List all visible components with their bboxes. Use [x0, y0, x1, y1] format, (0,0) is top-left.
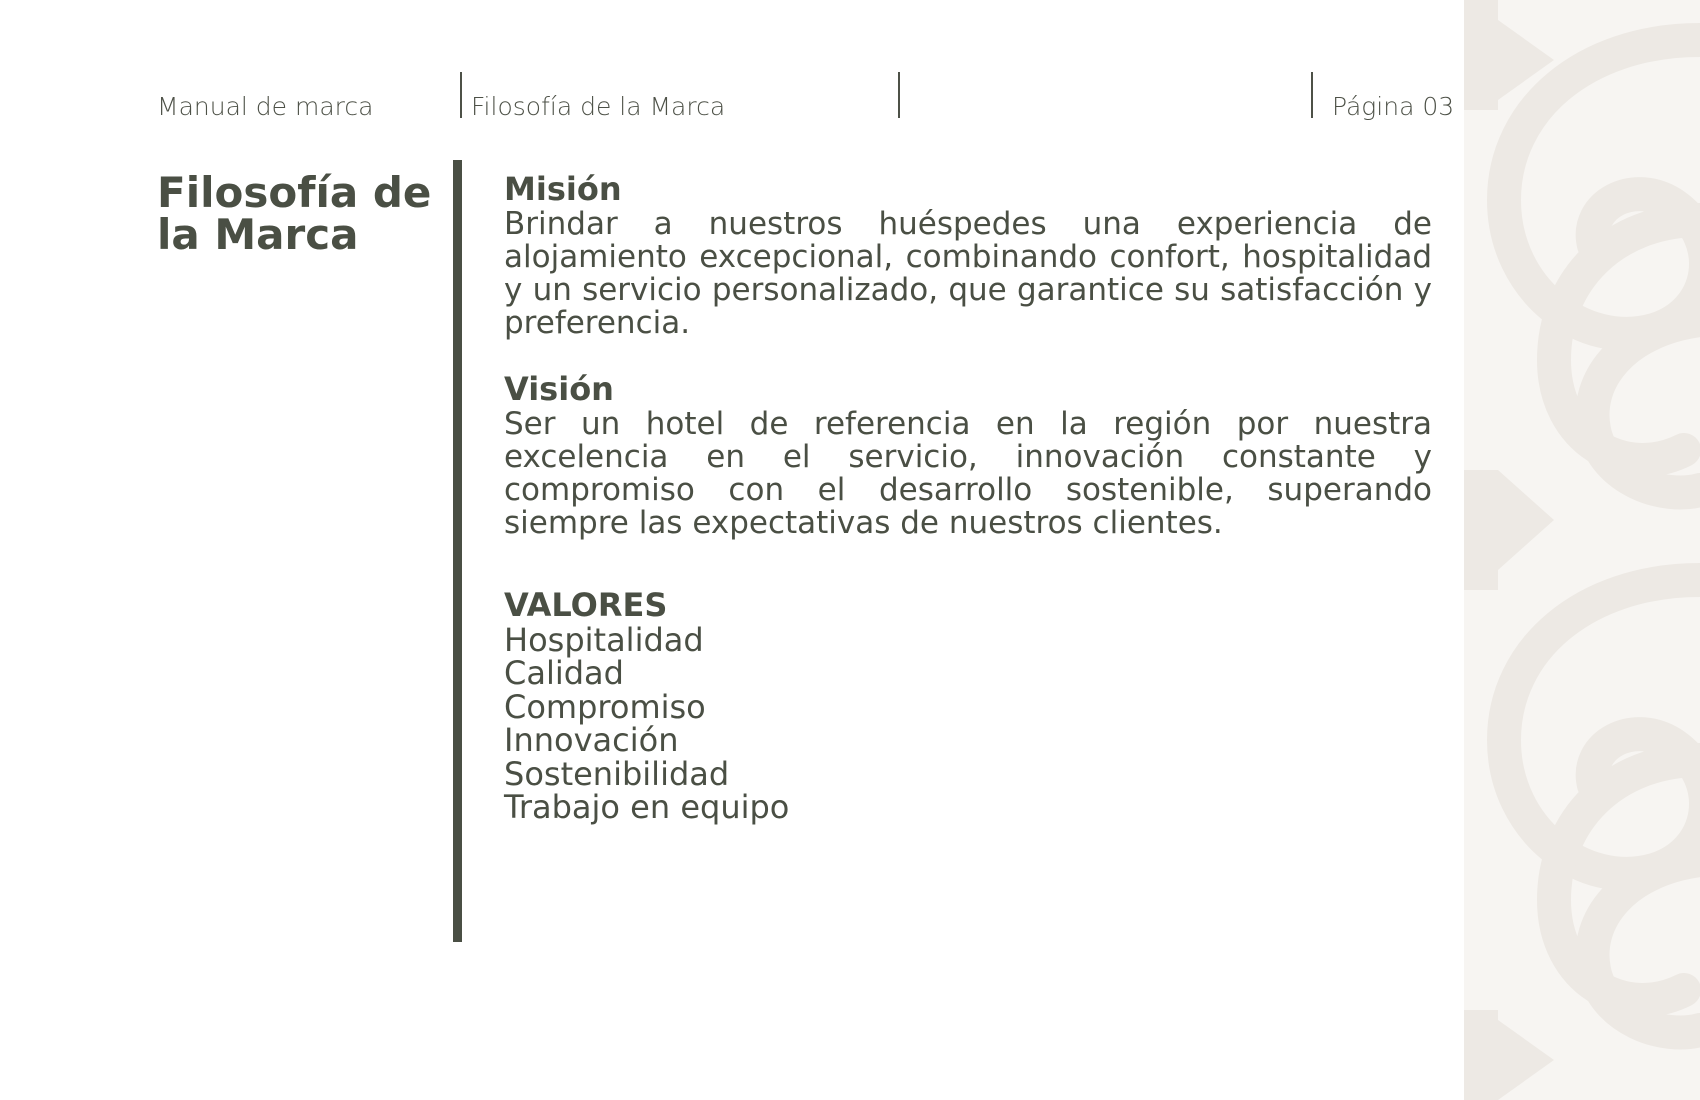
- values-list: [504, 621, 1432, 827]
- value-item: Trabajo en equipo: [504, 788, 790, 827]
- mission-text: Brindar a nuestros huéspedes una experiencia de alojamiento excepcional, combinando confort, hospitalidad y un servicio personalizado, que garantice su satisfacción y preferencia.: [504, 206, 1432, 341]
- vision-text: Ser un hotel de referencia en la región por nuestra excelencia en el servicio, innovación constante y compromiso con el desarrollo sostenible, superando siempre las expectativas de nuestros clientes.: [504, 406, 1432, 541]
- header-separator: [1311, 72, 1313, 118]
- header-brand-label: Manual de marca: [157, 92, 374, 121]
- value-item: Sostenibilidad: [504, 754, 730, 793]
- header-section-label: Filosofía de la Marca: [471, 92, 726, 121]
- value-item: Calidad: [504, 654, 624, 693]
- header-separator: [898, 72, 900, 118]
- swirl-pattern-icon: [1464, 0, 1700, 1100]
- value-item: Innovación: [504, 721, 679, 760]
- vertical-divider: [453, 160, 462, 942]
- values-section: [504, 586, 1432, 827]
- values-heading: VALORES: [504, 586, 668, 624]
- page-title-line-1: Filosofía de: [157, 168, 432, 217]
- mission-section: [504, 170, 1432, 340]
- value-item: Compromiso: [504, 687, 706, 726]
- page-title-line-2: la Marca: [157, 210, 359, 259]
- content-column: [504, 170, 1432, 827]
- decorative-pattern: [1464, 0, 1700, 1100]
- page-title: [157, 168, 447, 259]
- value-item: Hospitalidad: [504, 621, 704, 659]
- vision-section: [504, 370, 1432, 540]
- vision-heading: Visión: [504, 370, 614, 408]
- header-separator: [460, 72, 462, 118]
- header-page-number: Página 03: [1332, 92, 1455, 121]
- mission-heading: Misión: [504, 170, 622, 208]
